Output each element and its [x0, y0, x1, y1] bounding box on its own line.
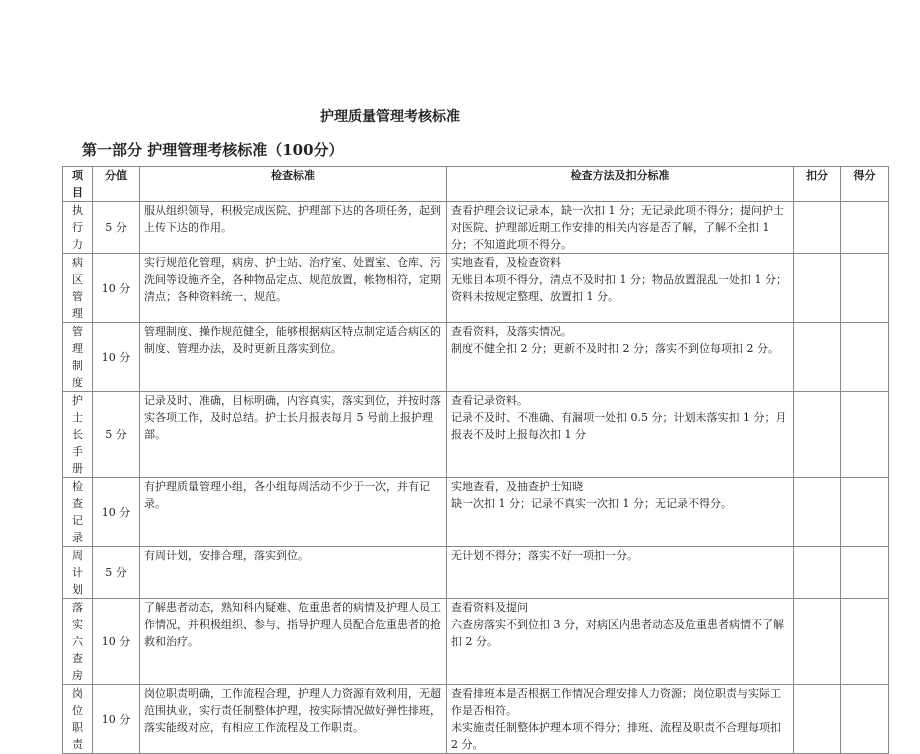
row-item: 检查 记录 [63, 478, 93, 547]
row-item: 周计划 [63, 547, 93, 599]
row-item: 执行力 [63, 202, 93, 254]
table-row [63, 254, 889, 323]
row-deduction-cell [794, 254, 841, 323]
row-score: 5 分 [93, 202, 140, 254]
header-deduction: 扣分 [794, 167, 841, 202]
document-title: 护理质量管理考核标准 [320, 109, 460, 125]
row-deduction-cell [794, 323, 841, 392]
table-row [63, 392, 889, 478]
row-item: 岗位 职责 [63, 685, 93, 754]
row-standard: 管理制度、操作规范健全，能够根据病区特点制定适合病区的制度、管理办法，及时更新且落实到位。 [140, 323, 447, 392]
table-row [63, 547, 889, 599]
row-standard: 实行规范化管理，病房、护士站、治疗室、处置室、仓库、污洗间等设施齐全，各种物品定点、规范放置，帐物相符，定期清点；各种资料统一、规范。 [140, 254, 447, 323]
row-earned-cell [841, 254, 889, 323]
row-item: 病区 管理 [63, 254, 93, 323]
row-score: 5 分 [93, 547, 140, 599]
row-method: 实地查看，及检查资料 无账目本项不得分，清点不及时扣 1 分；物品放置混乱一处扣 1 分；资料未按规定整理、放置扣 1 分。 [447, 254, 794, 323]
header-earned: 得分 [841, 167, 889, 202]
header-method: 检查方法及扣分标准 [447, 167, 794, 202]
row-standard: 记录及时、准确，目标明确，内容真实，落实到位，并按时落实各项工作，及时总结。护士长月报表每月 5 号前上报护理部。 [140, 392, 447, 478]
row-standard: 服从组织领导，积极完成医院、护理部下达的各项任务，起到上传下达的作用。 [140, 202, 447, 254]
header-score: 分值 [93, 167, 140, 202]
row-standard: 有周计划，安排合理，落实到位。 [140, 547, 447, 599]
row-item: 管理 制度 [63, 323, 93, 392]
table-row [63, 202, 889, 254]
row-method: 查看资料及提问 六查房落实不到位扣 3 分，对病区内患者动态及危重患者病情不了解扣 2 分。 [447, 599, 794, 685]
header-item: 项目 [63, 167, 93, 202]
row-earned-cell [841, 392, 889, 478]
row-score: 10 分 [93, 685, 140, 754]
row-deduction-cell [794, 478, 841, 547]
row-deduction-cell [794, 547, 841, 599]
row-item: 落实 六查房 [63, 599, 93, 685]
row-score: 5 分 [93, 392, 140, 478]
table-row [63, 685, 889, 754]
section-heading: 第一部分 护理管理考核标准（100分） [82, 141, 344, 159]
row-method: 查看排班本是否根据工作情况合理安排人力资源；岗位职责与实际工作是否相符。 未实施责任制整体护理本项不得分；排班、流程及职责不合理每项扣 2 分。 [447, 685, 794, 754]
row-method: 查看记录资料。 记录不及时、不准确、有漏项一处扣 0.5 分；计划未落实扣 1 分；月报表不及时上报每次扣 1 分 [447, 392, 794, 478]
row-earned-cell [841, 547, 889, 599]
table-row [63, 323, 889, 392]
row-deduction-cell [794, 685, 841, 754]
row-earned-cell [841, 478, 889, 547]
row-earned-cell [841, 599, 889, 685]
row-score: 10 分 [93, 323, 140, 392]
header-standard: 检查标准 [140, 167, 447, 202]
row-earned-cell [841, 202, 889, 254]
row-standard: 岗位职责明确，工作流程合理，护理人力资源有效利用，无超范围执业，实行责任制整体护理，按实际情况做好弹性排班，落实能级对应，有相应工作流程及工作职责。 [140, 685, 447, 754]
row-standard: 有护理质量管理小组，各小组每周活动不少于一次，并有记录。 [140, 478, 447, 547]
row-method: 查看资料，及落实情况。 制度不健全扣 2 分；更新不及时扣 2 分；落实不到位每项扣 2 分。 [447, 323, 794, 392]
row-method: 无计划不得分；落实不好一项扣一分。 [447, 547, 794, 599]
row-score: 10 分 [93, 599, 140, 685]
row-method: 查看护理会议记录本，缺一次扣 1 分；无记录此项不得分；提问护士对医院、护理部近期工作安排的相关内容是否了解，了解不全扣 1 分；不知道此项不得分。 [447, 202, 794, 254]
row-item: 护士长 手册 [63, 392, 93, 478]
row-standard: 了解患者动态，熟知科内疑难、危重患者的病情及护理人员工作情况，并积极组织、参与、指导护理人员配合危重患者的抢救和治疗。 [140, 599, 447, 685]
row-earned-cell [841, 685, 889, 754]
row-score: 10 分 [93, 254, 140, 323]
table-header-row [63, 167, 889, 202]
assessment-table [62, 166, 889, 754]
table-row [63, 599, 889, 685]
table-row [63, 478, 889, 547]
row-deduction-cell [794, 392, 841, 478]
row-score: 10 分 [93, 478, 140, 547]
row-deduction-cell [794, 202, 841, 254]
row-deduction-cell [794, 599, 841, 685]
row-method: 实地查看，及抽查护士知晓 缺一次扣 1 分；记录不真实一次扣 1 分；无记录不得分。 [447, 478, 794, 547]
row-earned-cell [841, 323, 889, 392]
